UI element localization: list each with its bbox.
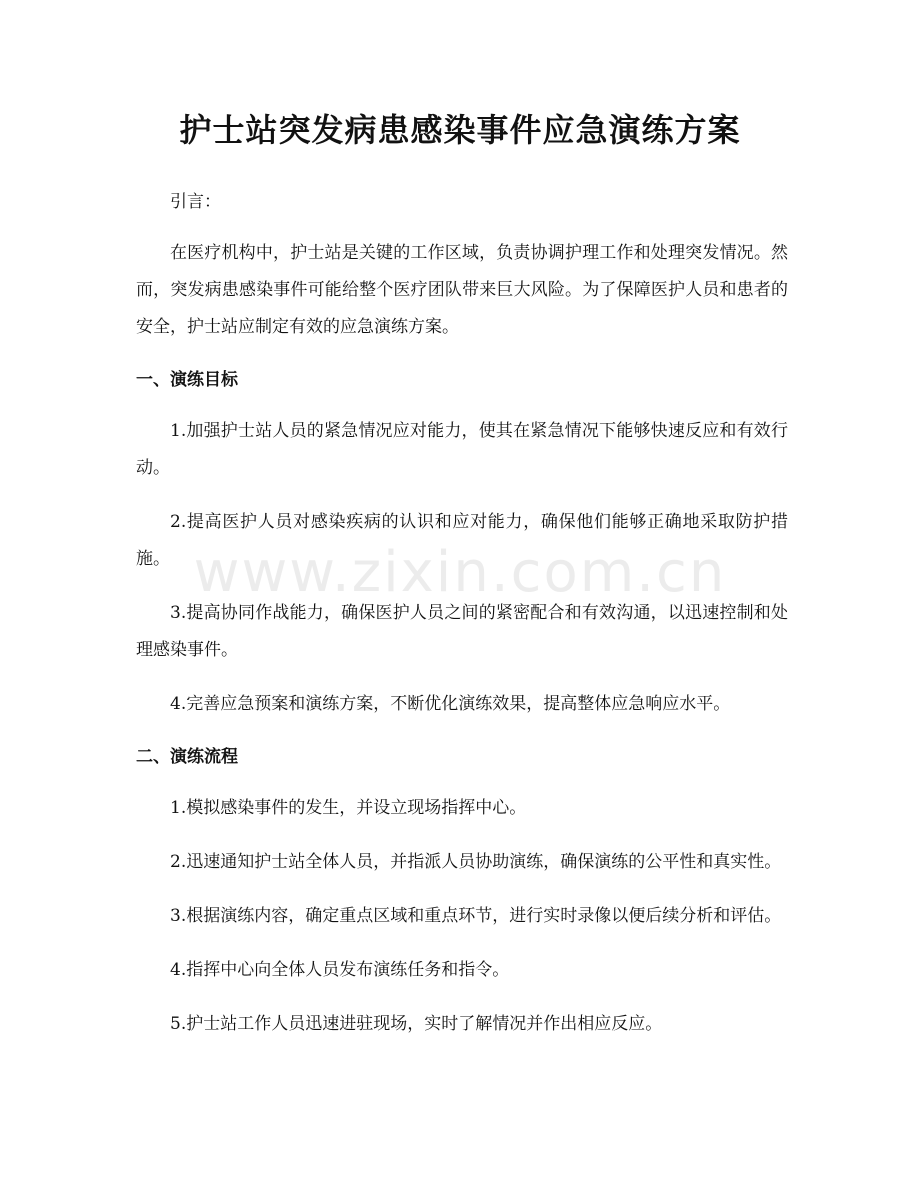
goal-item: 2.提高医护人员对感染疾病的认识和应对能力，确保他们能够正确地采取防护措施。 xyxy=(136,512,788,569)
process-item: 3.根据演练内容，确定重点区域和重点环节，进行实时录像以便后续分析和评估。 xyxy=(170,906,782,926)
document-body xyxy=(136,184,788,1043)
process-item: 1.模拟感染事件的发生，并设立现场指挥中心。 xyxy=(170,798,527,818)
section-heading-process: 二、演练流程 xyxy=(136,747,238,767)
goal-item: 4.完善应急预案和演练方案，不断优化演练效果，提高整体应急响应水平。 xyxy=(170,694,731,714)
section-heading-goals: 一、演练目标 xyxy=(136,370,238,390)
document-title: 护士站突发病患感染事件应急演练方案 xyxy=(179,111,741,149)
intro-paragraph: 在医疗机构中，护士站是关键的工作区域，负责协调护理工作和处理突发情况。然而，突发病患感染事件可能给整个医疗团队带来巨大风险。为了保障医护人员和患者的安全，护士站应制定有效的应急演练方案。 xyxy=(136,243,788,337)
watermark: www.zixin.com.cn xyxy=(193,540,727,605)
process-item: 2.迅速通知护士站全体人员，并指派人员协助演练，确保演练的公平性和真实性。 xyxy=(170,852,782,872)
goal-item: 3.提高协同作战能力，确保医护人员之间的紧密配合和有效沟通，以迅速控制和处理感染事件。 xyxy=(136,603,788,660)
process-item: 5.护士站工作人员迅速进驻现场，实时了解情况并作出相应反应。 xyxy=(170,1014,663,1034)
process-item: 4.指挥中心向全体人员发布演练任务和指令。 xyxy=(170,960,510,980)
intro-label: 引言： xyxy=(170,192,221,212)
goal-item: 1.加强护士站人员的紧急情况应对能力，使其在紧急情况下能够快速反应和有效行动。 xyxy=(136,421,788,478)
